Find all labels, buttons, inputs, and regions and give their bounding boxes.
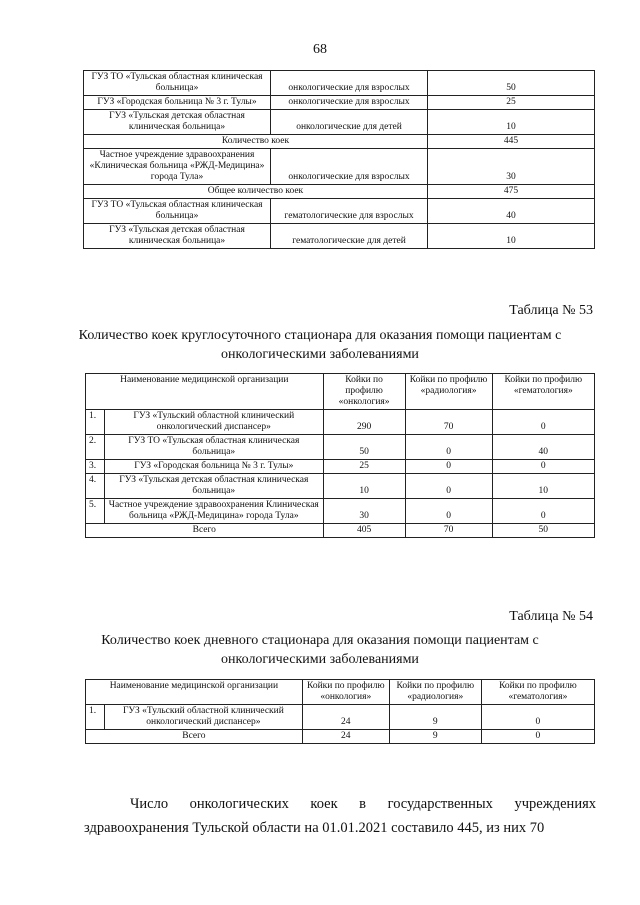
hematology-cell: 10 bbox=[492, 474, 594, 499]
total-radiology: 70 bbox=[405, 524, 492, 538]
total-label: Всего bbox=[86, 524, 324, 538]
table-54-title: Количество коек дневного стационара для оказания помощи пациентам с онкологическими заболеваниями bbox=[101, 633, 539, 667]
oncology-cell: 30 bbox=[323, 499, 405, 524]
total-row bbox=[86, 524, 595, 538]
oncology-cell: 10 bbox=[323, 474, 405, 499]
org-cell: ГУЗ «Тульский областной клинический онкологический диспансер» bbox=[105, 410, 324, 435]
total-hematology: 0 bbox=[481, 730, 594, 744]
header-org: Наименование медицинской организации bbox=[86, 374, 324, 410]
header-oncology: Койки по профилю «онкология» bbox=[323, 374, 405, 410]
profile-cell: онкологические для взрослых bbox=[271, 149, 428, 185]
row-number: 3. bbox=[86, 460, 105, 474]
subtotal-label: Общее количество коек bbox=[84, 185, 428, 199]
beds-continuation-table bbox=[83, 70, 595, 249]
table-row bbox=[86, 410, 595, 435]
header-oncology: Койки по профилю «онкология» bbox=[302, 680, 389, 705]
radiology-cell: 9 bbox=[389, 705, 481, 730]
beds-cell: 50 bbox=[428, 71, 595, 96]
table-row bbox=[84, 110, 595, 135]
profile-cell: онкологические для детей bbox=[271, 110, 428, 135]
radiology-cell: 0 bbox=[405, 435, 492, 460]
subtotal-value: 475 bbox=[428, 185, 595, 199]
row-number: 2. bbox=[86, 435, 105, 460]
org-cell: Частное учреждение здравоохранения «Клиническая больница «РЖД-Медицина» города Тула» bbox=[84, 149, 271, 185]
total-radiology: 9 bbox=[389, 730, 481, 744]
header-radiology: Койки по профилю «радиология» bbox=[405, 374, 492, 410]
table-53 bbox=[85, 373, 595, 538]
subtotal-label: Количество коек bbox=[84, 135, 428, 149]
org-cell: ГУЗ «Тульская детская областная клиническая больница» bbox=[84, 224, 271, 249]
total-row bbox=[86, 730, 595, 744]
table-row bbox=[86, 474, 595, 499]
total-hematology: 50 bbox=[492, 524, 594, 538]
table-54-label: Таблица № 54 bbox=[509, 609, 593, 624]
subtotal-row bbox=[84, 185, 595, 199]
body-paragraph bbox=[84, 792, 596, 840]
hematology-cell: 40 bbox=[492, 435, 594, 460]
profile-cell: онкологические для взрослых bbox=[271, 96, 428, 110]
table-row bbox=[86, 499, 595, 524]
beds-cell: 40 bbox=[428, 199, 595, 224]
header-org: Наименование медицинской организации bbox=[86, 680, 303, 705]
org-cell: ГУЗ «Городская больница № 3 г. Тулы» bbox=[105, 460, 324, 474]
table-row bbox=[86, 435, 595, 460]
header-hematology: Койки по профилю «гематология» bbox=[492, 374, 594, 410]
radiology-cell: 70 bbox=[405, 410, 492, 435]
total-oncology: 24 bbox=[302, 730, 389, 744]
table-53-label: Таблица № 53 bbox=[509, 303, 593, 318]
org-cell: ГУЗ ТО «Тульская областная клиническая больница» bbox=[105, 435, 324, 460]
total-label: Всего bbox=[86, 730, 303, 744]
org-cell: ГУЗ ТО «Тульская областная клиническая больница» bbox=[84, 71, 271, 96]
header-row bbox=[86, 374, 595, 410]
oncology-cell: 50 bbox=[323, 435, 405, 460]
org-cell: ГУЗ «Тульская детская областная клиническая больница» bbox=[84, 110, 271, 135]
beds-cell: 10 bbox=[428, 224, 595, 249]
table-row bbox=[86, 460, 595, 474]
table-54 bbox=[85, 679, 595, 744]
radiology-cell: 0 bbox=[405, 460, 492, 474]
row-number: 4. bbox=[86, 474, 105, 499]
radiology-cell: 0 bbox=[405, 499, 492, 524]
row-number: 5. bbox=[86, 499, 105, 524]
oncology-cell: 290 bbox=[323, 410, 405, 435]
org-cell: ГУЗ ТО «Тульская областная клиническая больница» bbox=[84, 199, 271, 224]
table-row bbox=[84, 71, 595, 96]
oncology-cell: 24 bbox=[302, 705, 389, 730]
header-radiology: Койки по профилю «радиология» bbox=[389, 680, 481, 705]
total-oncology: 405 bbox=[323, 524, 405, 538]
oncology-cell: 25 bbox=[323, 460, 405, 474]
beds-cell: 25 bbox=[428, 96, 595, 110]
table-53-title: Количество коек круглосуточного стационара для оказания помощи пациентам с онкологическими заболеваниями bbox=[78, 328, 562, 362]
profile-cell: гематологические для взрослых bbox=[271, 199, 428, 224]
org-cell: ГУЗ «Тульский областной клинический онкологический диспансер» bbox=[105, 705, 303, 730]
hematology-cell: 0 bbox=[481, 705, 594, 730]
header-row bbox=[86, 680, 595, 705]
profile-cell: гематологические для детей bbox=[271, 224, 428, 249]
radiology-cell: 0 bbox=[405, 474, 492, 499]
org-cell: ГУЗ «Тульская детская областная клиническая больница» bbox=[105, 474, 324, 499]
subtotal-value: 445 bbox=[428, 135, 595, 149]
table-row bbox=[84, 96, 595, 110]
row-number: 1. bbox=[86, 705, 105, 730]
row-number: 1. bbox=[86, 410, 105, 435]
page-number: 68 bbox=[313, 42, 327, 57]
org-cell: Частное учреждение здравоохранения Клиническая больница «РЖД-Медицина» города Тула» bbox=[105, 499, 324, 524]
paragraph-line-1: Число онкологических коек в государственных учреждениях bbox=[130, 796, 596, 812]
beds-cell: 10 bbox=[428, 110, 595, 135]
table-row bbox=[84, 149, 595, 185]
profile-cell: онкологические для взрослых bbox=[271, 71, 428, 96]
hematology-cell: 0 bbox=[492, 410, 594, 435]
org-cell: ГУЗ «Городская больница № 3 г. Тулы» bbox=[84, 96, 271, 110]
table-row bbox=[84, 224, 595, 249]
subtotal-row bbox=[84, 135, 595, 149]
header-hematology: Койки по профилю «гематология» bbox=[481, 680, 594, 705]
beds-cell: 30 bbox=[428, 149, 595, 185]
table-row bbox=[84, 199, 595, 224]
hematology-cell: 0 bbox=[492, 499, 594, 524]
table-row bbox=[86, 705, 595, 730]
paragraph-line-2: здравоохранения Тульской области на 01.01.2021 составило 445, из них 70 bbox=[84, 820, 545, 836]
hematology-cell: 0 bbox=[492, 460, 594, 474]
